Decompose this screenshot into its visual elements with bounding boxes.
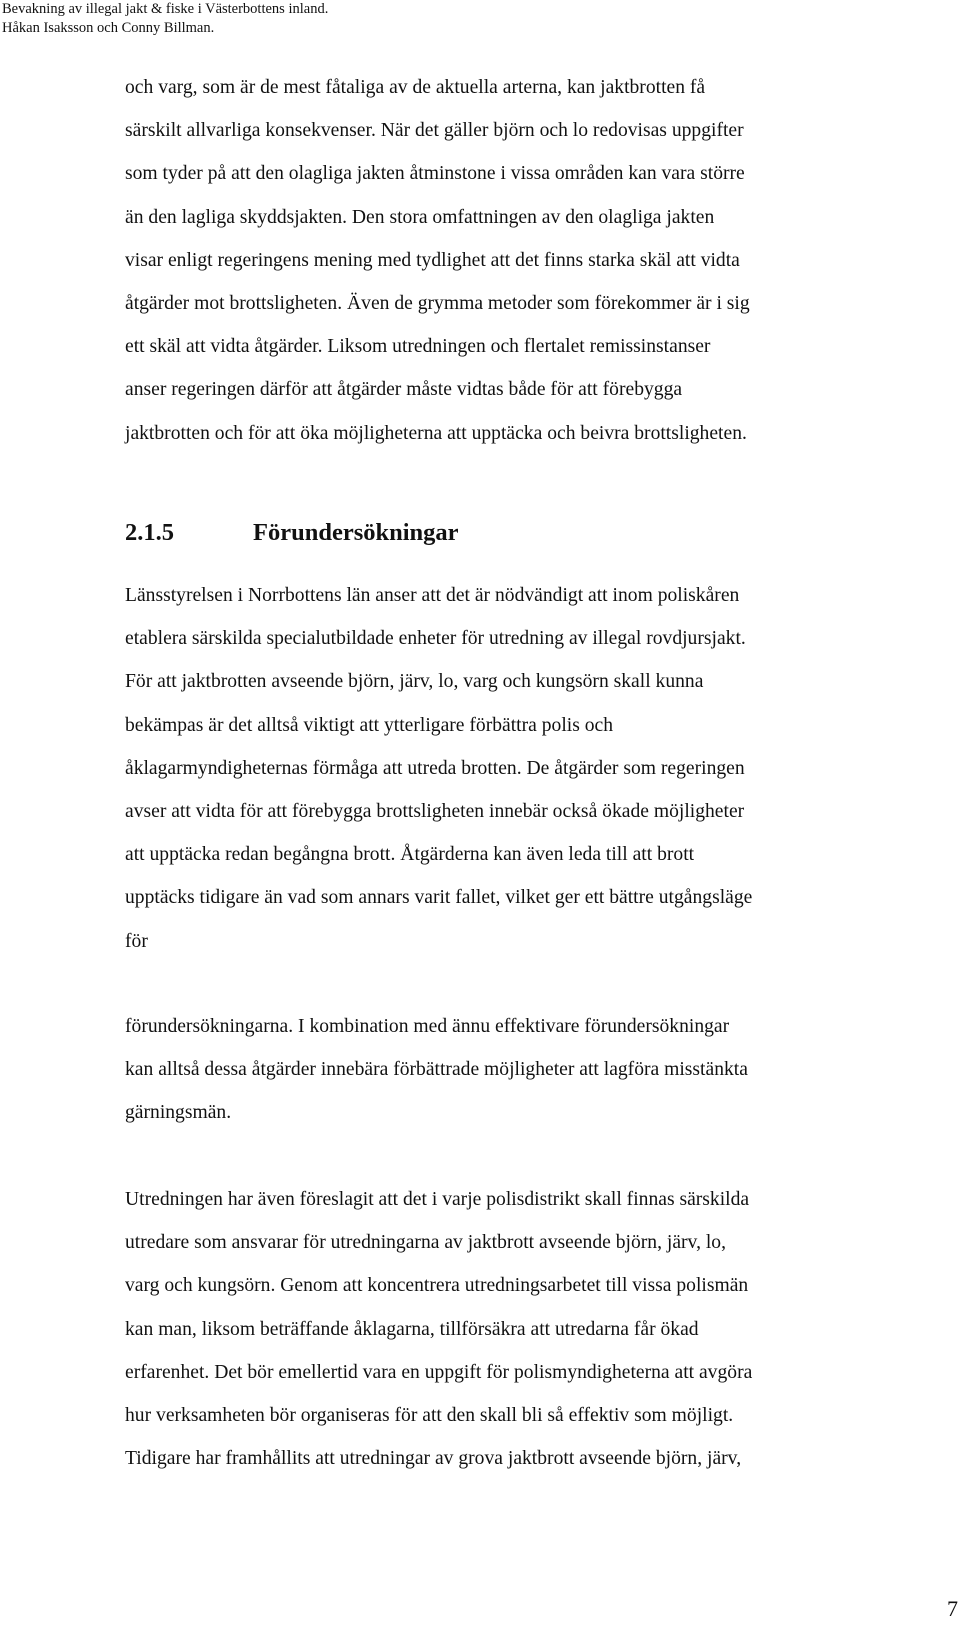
running-header — [2, 0, 328, 38]
text-line: Länsstyrelsen i Norrbottens län anser att det är nödvändigt att inom poliskåren — [125, 585, 740, 606]
section-number: 2.1.5 — [125, 519, 174, 546]
paragraph-4 — [125, 1178, 945, 1480]
text-line: och varg, som är de mest fåtaliga av de aktuella arterna, kan jaktbrotten få — [125, 77, 706, 98]
paragraph-3 — [125, 1005, 945, 1135]
text-line: som tyder på att den olagliga jakten åtminstone i vissa områden kan vara större — [125, 163, 745, 185]
text-line: jaktbrotten och för att öka möjligheterna att upptäcka och beivra brottsligheten. — [125, 422, 747, 444]
text-line: utredare som ansvarar för utredningarna av jaktbrott avseende björn, järv, lo, — [125, 1232, 727, 1254]
text-line: kan man, liksom beträffande åklagarna, tillförsäkra att utredarna får ökad — [125, 1318, 699, 1340]
text-line: för — [125, 930, 148, 952]
text-line: kan alltså dessa åtgärder innebära förbättrade möjligheter att lagföra misstänkta — [125, 1059, 748, 1081]
paragraph-1 — [125, 66, 945, 455]
text-line: gärningsmän. — [125, 1102, 232, 1124]
text-line: hur verksamheten bör organiseras för att den skall bli så effektiv som möjligt. — [125, 1405, 734, 1427]
text-line: För att jaktbrotten avseende björn, järv, lo, varg och kungsörn skall kunna — [125, 671, 704, 693]
text-line: anser regeringen därför att åtgärder måste vidtas både för att förebygga — [125, 379, 683, 401]
text-line: visar enligt regeringens mening med tydlighet att det finns starka skäl att vidta — [125, 249, 740, 271]
text-line: bekämpas är det alltså viktigt att ytterligare förbättra polis och — [125, 714, 614, 736]
text-line: ett skäl att vidta åtgärder. Liksom utredningen och flertalet remissinstanser — [125, 336, 711, 358]
text-line: Utredningen har även föreslagit att det i varje polisdistrikt skall finnas särskilda — [125, 1189, 750, 1210]
running-header-title: Bevakning av illegal jakt & fiske i Västerbottens inland. — [2, 1, 329, 17]
text-line: etablera särskilda specialutbildade enheter för utredning av illegal rovdjursjakt. — [125, 628, 746, 650]
page-number: 7 — [947, 1596, 958, 1621]
text-line: Tidigare har framhållits att utredningar av grova jaktbrott avseende björn, järv, — [125, 1448, 742, 1470]
text-line: avser att vidta för att förebygga brottsligheten innebär också ökade möjligheter — [125, 801, 745, 823]
text-line: särskilt allvarliga konsekvenser. När det gäller björn och lo redovisas uppgifter — [125, 120, 744, 142]
text-line: att upptäcka redan begångna brott. Åtgärderna kan även leda till att brott — [125, 844, 695, 866]
paragraph-2 — [125, 574, 945, 963]
text-line: än den lagliga skyddsjakten. Den stora omfattningen av den olagliga jakten — [125, 206, 715, 228]
section-title: Förundersökningar — [253, 519, 459, 546]
text-line: varg och kungsörn. Genom att koncentrera utredningsarbetet till vissa polismän — [125, 1275, 749, 1297]
text-line: åklagarmyndigheternas förmåga att utreda brotten. De åtgärder som regeringen — [125, 757, 745, 779]
text-line: erfarenhet. Det bör emellertid vara en uppgift för polismyndigheterna att avgöra — [125, 1361, 753, 1383]
running-header-authors: Håkan Isaksson och Conny Billman. — [2, 20, 215, 36]
text-line: förundersökningarna. I kombination med ännu effektivare förundersökningar — [125, 1016, 730, 1037]
text-line: upptäcks tidigare än vad som annars varit fallet, vilket ger ett bättre utgångsläge — [125, 887, 753, 909]
text-line: åtgärder mot brottsligheten. Även de grymma metoder som förekommer är i sig — [125, 293, 750, 315]
